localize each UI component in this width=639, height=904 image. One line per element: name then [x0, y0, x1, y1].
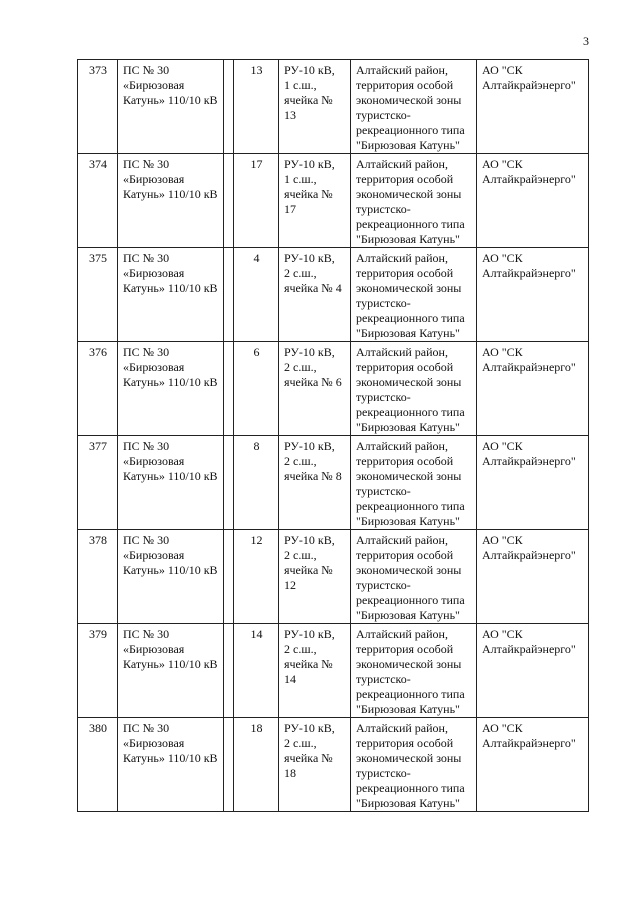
feeder-number-cell: 17 — [234, 154, 279, 248]
row-number-cell: 378 — [78, 530, 118, 624]
substation-cell: ПС № 30 «Бирюзовая Катунь» 110/10 кВ — [118, 718, 224, 812]
empty-cell — [224, 624, 234, 718]
feeder-number-cell: 8 — [234, 436, 279, 530]
row-number-cell: 374 — [78, 154, 118, 248]
empty-cell — [224, 248, 234, 342]
row-number-cell: 377 — [78, 436, 118, 530]
feeder-number-cell: 14 — [234, 624, 279, 718]
switchgear-cell: РУ-10 кВ, 2 с.ш., ячейка № 12 — [279, 530, 351, 624]
switchgear-cell: РУ-10 кВ, 1 с.ш., ячейка № 17 — [279, 154, 351, 248]
page-number: 3 — [583, 34, 589, 48]
substation-cell: ПС № 30 «Бирюзовая Катунь» 110/10 кВ — [118, 624, 224, 718]
organization-cell: АО "СК Алтайкрайэнерго" — [477, 154, 589, 248]
location-cell: Алтайский район, территория особой экономической зоны туристско- рекреационного типа "Бирюзовая Катунь" — [351, 342, 477, 436]
row-number-cell: 373 — [78, 60, 118, 154]
table-row — [78, 530, 589, 624]
organization-cell: АО "СК Алтайкрайэнерго" — [477, 530, 589, 624]
empty-cell — [224, 60, 234, 154]
organization-cell: АО "СК Алтайкрайэнерго" — [477, 624, 589, 718]
table-row — [78, 624, 589, 718]
table-row — [78, 342, 589, 436]
table-row — [78, 60, 589, 154]
substation-cell: ПС № 30 «Бирюзовая Катунь» 110/10 кВ — [118, 60, 224, 154]
table-row — [78, 718, 589, 812]
table-row — [78, 154, 589, 248]
feeder-number-cell: 13 — [234, 60, 279, 154]
location-cell: Алтайский район, территория особой экономической зоны туристско- рекреационного типа "Бирюзовая Катунь" — [351, 154, 477, 248]
switchgear-cell: РУ-10 кВ, 2 с.ш., ячейка № 6 — [279, 342, 351, 436]
substation-cell: ПС № 30 «Бирюзовая Катунь» 110/10 кВ — [118, 436, 224, 530]
switchgear-cell: РУ-10 кВ, 2 с.ш., ячейка № 18 — [279, 718, 351, 812]
switchgear-cell: РУ-10 кВ, 2 с.ш., ячейка № 14 — [279, 624, 351, 718]
location-cell: Алтайский район, территория особой экономической зоны туристско- рекреационного типа "Бирюзовая Катунь" — [351, 248, 477, 342]
feeder-number-cell: 18 — [234, 718, 279, 812]
empty-cell — [224, 342, 234, 436]
empty-cell — [224, 530, 234, 624]
registry-table-body — [78, 60, 589, 812]
organization-cell: АО "СК Алтайкрайэнерго" — [477, 342, 589, 436]
registry-table — [77, 59, 589, 812]
organization-cell: АО "СК Алтайкрайэнерго" — [477, 60, 589, 154]
switchgear-cell: РУ-10 кВ, 2 с.ш., ячейка № 8 — [279, 436, 351, 530]
empty-cell — [224, 154, 234, 248]
feeder-number-cell: 4 — [234, 248, 279, 342]
substation-cell: ПС № 30 «Бирюзовая Катунь» 110/10 кВ — [118, 248, 224, 342]
substation-cell: ПС № 30 «Бирюзовая Катунь» 110/10 кВ — [118, 154, 224, 248]
empty-cell — [224, 718, 234, 812]
feeder-number-cell: 6 — [234, 342, 279, 436]
location-cell: Алтайский район, территория особой экономической зоны туристско- рекреационного типа "Бирюзовая Катунь" — [351, 436, 477, 530]
feeder-number-cell: 12 — [234, 530, 279, 624]
location-cell: Алтайский район, территория особой экономической зоны туристско- рекреационного типа "Бирюзовая Катунь" — [351, 718, 477, 812]
row-number-cell: 376 — [78, 342, 118, 436]
location-cell: Алтайский район, территория особой экономической зоны туристско- рекреационного типа "Бирюзовая Катунь" — [351, 530, 477, 624]
empty-cell — [224, 436, 234, 530]
table-row — [78, 436, 589, 530]
table-row — [78, 248, 589, 342]
location-cell: Алтайский район, территория особой экономической зоны туристско- рекреационного типа "Бирюзовая Катунь" — [351, 60, 477, 154]
organization-cell: АО "СК Алтайкрайэнерго" — [477, 248, 589, 342]
switchgear-cell: РУ-10 кВ, 1 с.ш., ячейка № 13 — [279, 60, 351, 154]
substation-cell: ПС № 30 «Бирюзовая Катунь» 110/10 кВ — [118, 530, 224, 624]
row-number-cell: 380 — [78, 718, 118, 812]
organization-cell: АО "СК Алтайкрайэнерго" — [477, 436, 589, 530]
substation-cell: ПС № 30 «Бирюзовая Катунь» 110/10 кВ — [118, 342, 224, 436]
switchgear-cell: РУ-10 кВ, 2 с.ш., ячейка № 4 — [279, 248, 351, 342]
organization-cell: АО "СК Алтайкрайэнерго" — [477, 718, 589, 812]
row-number-cell: 379 — [78, 624, 118, 718]
row-number-cell: 375 — [78, 248, 118, 342]
location-cell: Алтайский район, территория особой экономической зоны туристско- рекреационного типа "Бирюзовая Катунь" — [351, 624, 477, 718]
